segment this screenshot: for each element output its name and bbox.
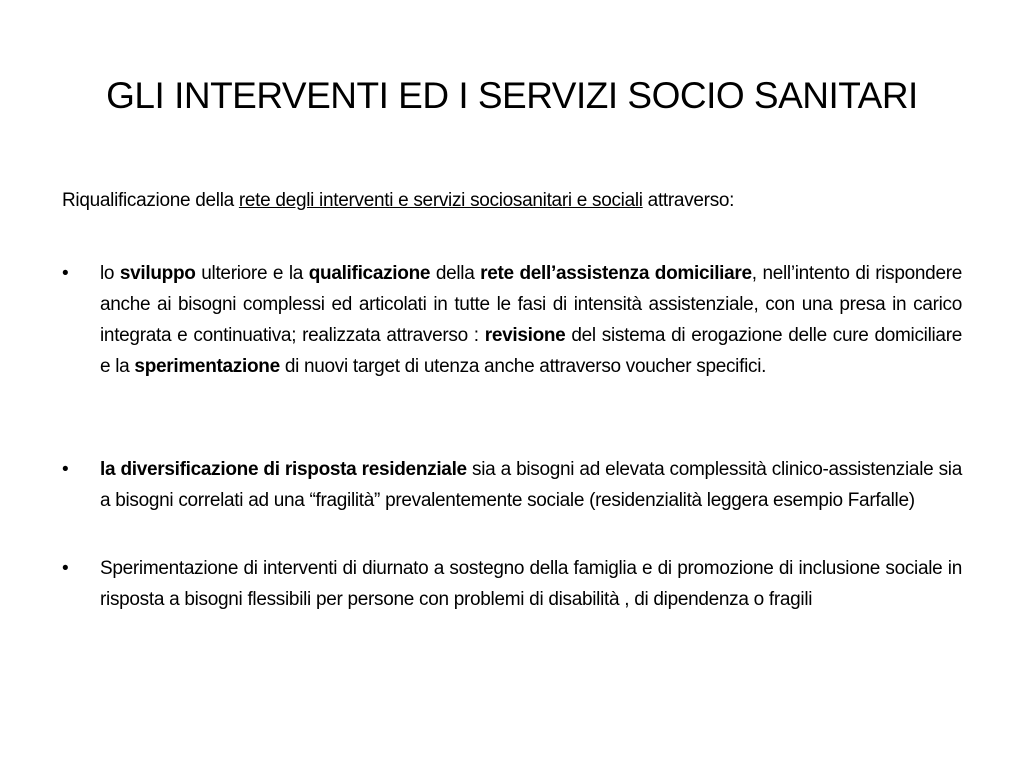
bullet-text-part: della [430, 263, 481, 284]
bullet-bold-part: revisione [484, 325, 566, 346]
bullet-text [100, 454, 962, 516]
bullet-text-part: sia a bisogni ad elevata complessità clinico-assistenziale sia a bisogni correlati ad una “fragilità” prevalentemente sociale (residenzialità leggera esempio Farfalle) [100, 459, 962, 511]
intro-paragraph [62, 186, 734, 216]
bullet-text-part: del sistema di erogazione delle cure domiciliare e la [100, 325, 962, 377]
bullet-icon: • [62, 558, 69, 579]
bullet-text-part: ulteriore e la [195, 263, 309, 284]
bullet-icon: • [62, 263, 69, 284]
bullet-icon: • [62, 459, 69, 480]
bullet-text-part: di nuovi target di utenza anche attraverso voucher specifici. [279, 356, 767, 377]
bullet-text-part: lo [100, 263, 120, 284]
bullet-text [100, 258, 962, 382]
bullet-text [100, 553, 962, 615]
intro-underlined-text: rete degli interventi e servizi sociosanitari e sociali [238, 190, 643, 211]
intro-text-after: attraverso: [642, 190, 735, 211]
intro-text-before: Riqualificazione della [62, 190, 239, 211]
bullet-bold-part: rete dell’assistenza domiciliare [480, 263, 752, 284]
bullet-bold-part: la diversificazione di risposta residenziale [100, 459, 467, 480]
bullet-bold-part: sviluppo [119, 263, 196, 284]
bullet-text-part: Sperimentazione di interventi di diurnato a sostegno della famiglia e di promozione di inclusione sociale in risposta a bisogni flessibili per persone con problemi di disabilità , di dipendenza o fragili [100, 558, 962, 610]
slide-title: GLI INTERVENTI ED I SERVIZI SOCIO SANITARI [106, 75, 918, 116]
bullet-text-part: , nell’intento di rispondere anche ai bisogni complessi ed articolati in tutte le fasi di intensità assistenziale, con una presa in carico integrata e continuativa; realizzata attraverso : [100, 263, 963, 346]
bullet-bold-part: qualificazione [308, 263, 431, 284]
bullet-bold-part: sperimentazione [134, 356, 280, 377]
